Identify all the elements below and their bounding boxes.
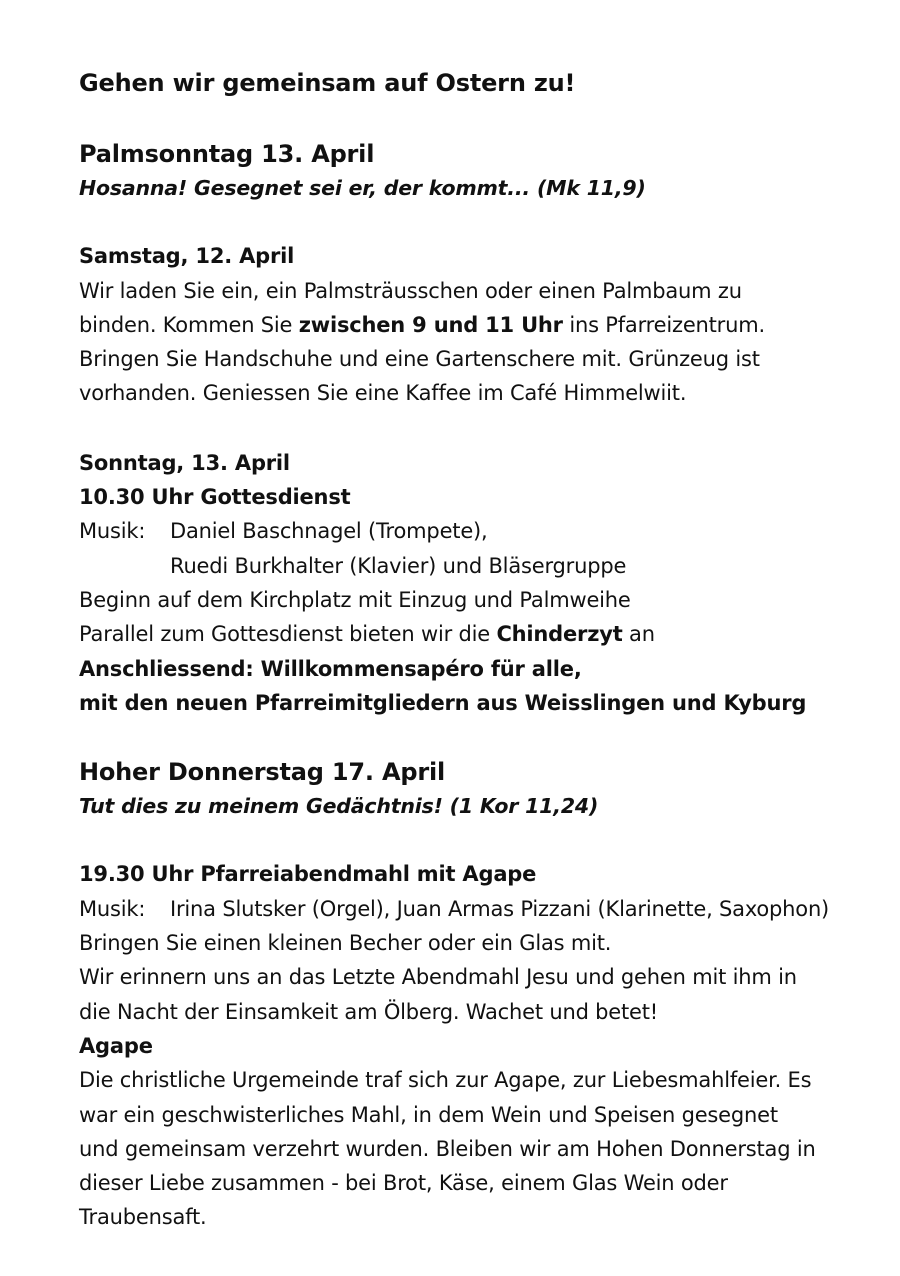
- samstag-text-line: [79, 308, 879, 342]
- sonntag-text-line: Beginn auf dem Kirchplatz mit Einzug und Palmweihe: [79, 587, 631, 612]
- text-span: ins Pfarreizentrum.: [562, 312, 765, 337]
- sonntag-musik-row: [79, 549, 879, 583]
- sonntag-apero-line: mit den neuen Pfarreimitgliedern aus Weisslingen und Kyburg: [79, 690, 807, 715]
- musik-label: Musik:: [79, 519, 146, 544]
- musik-text: Ruedi Burkhalter (Klavier) und Bläsergruppe: [170, 553, 627, 578]
- sonntag-apero-line: Anschliessend: Willkommensapéro für alle,: [79, 656, 582, 681]
- agape-text-line: Traubensaft.: [79, 1205, 207, 1230]
- sonntag-heading: Sonntag, 13. April: [79, 450, 290, 475]
- donnerstag-service: 19.30 Uhr Pfarreiabendmahl mit Agape: [79, 862, 537, 887]
- donnerstag-text-line: Bringen Sie einen kleinen Becher oder ein Glas mit.: [79, 931, 612, 956]
- samstag-heading: Samstag, 12. April: [79, 244, 295, 269]
- agape-text-line: dieser Liebe zusammen - bei Brot, Käse, einem Glas Wein oder: [79, 1171, 728, 1196]
- spacer: [79, 823, 879, 857]
- musik-label-spacer: [79, 549, 170, 583]
- donnerstag-musik-row: [79, 892, 879, 926]
- musik-label: Musik:: [79, 896, 146, 921]
- samstag-text-line: vorhanden. Geniessen Sie eine Kaffee im Café Himmelwiit.: [79, 381, 687, 406]
- text-span: Parallel zum Gottesdienst bieten wir die: [79, 622, 497, 647]
- agape-text-line: war ein geschwisterliches Mahl, in dem Wein und Speisen gesegnet: [79, 1102, 778, 1127]
- spacer: [79, 720, 879, 755]
- time-range: zwischen 9 und 11 Uhr: [298, 312, 563, 337]
- agape-text-line: und gemeinsam verzehrt wurden. Bleiben wir am Hohen Donnerstag in: [79, 1136, 816, 1161]
- agape-heading: Agape: [79, 1033, 153, 1058]
- palmsonntag-heading: Palmsonntag 13. April: [79, 140, 375, 168]
- musik-text: Irina Slutsker (Orgel), Juan Armas Pizzani (Klarinette, Saxophon): [170, 896, 830, 921]
- spacer: [79, 205, 879, 239]
- page-title: Gehen wir gemeinsam auf Ostern zu!: [79, 69, 576, 97]
- text-span: an: [622, 622, 655, 647]
- donnerstag-heading: Hoher Donnerstag 17. April: [79, 758, 446, 787]
- text-span: binden. Kommen Sie: [79, 312, 299, 337]
- agape-text-line: Die christliche Urgemeinde traf sich zur Agape, zur Liebesmahlfeier. Es: [79, 1068, 812, 1093]
- sonntag-musik-row: [79, 514, 879, 548]
- sonntag-text-line: [79, 617, 879, 651]
- document-page: [79, 63, 879, 1235]
- spacer: [79, 103, 879, 137]
- donnerstag-verse: Tut dies zu meinem Gedächtnis! (1 Kor 11,24): [79, 794, 599, 819]
- spacer: [79, 411, 879, 446]
- sonntag-service: 10.30 Uhr Gottesdienst: [79, 485, 351, 510]
- chinderzyt-label: Chinderzyt: [496, 622, 623, 647]
- samstag-text-line: Bringen Sie Handschuhe und eine Gartenschere mit. Grünzeug ist: [79, 347, 760, 372]
- palmsonntag-verse: Hosanna! Gesegnet sei er, der kommt... (Mk 11,9): [79, 176, 646, 200]
- samstag-text-line: Wir laden Sie ein, ein Palmsträusschen oder einen Palmbaum zu: [79, 278, 742, 303]
- donnerstag-text-line: die Nacht der Einsamkeit am Ölberg. Wachet und betet!: [79, 999, 659, 1024]
- musik-text: Daniel Baschnagel (Trompete),: [170, 519, 488, 544]
- donnerstag-text-line: Wir erinnern uns an das Letzte Abendmahl Jesu und gehen mit ihm in: [79, 965, 797, 990]
